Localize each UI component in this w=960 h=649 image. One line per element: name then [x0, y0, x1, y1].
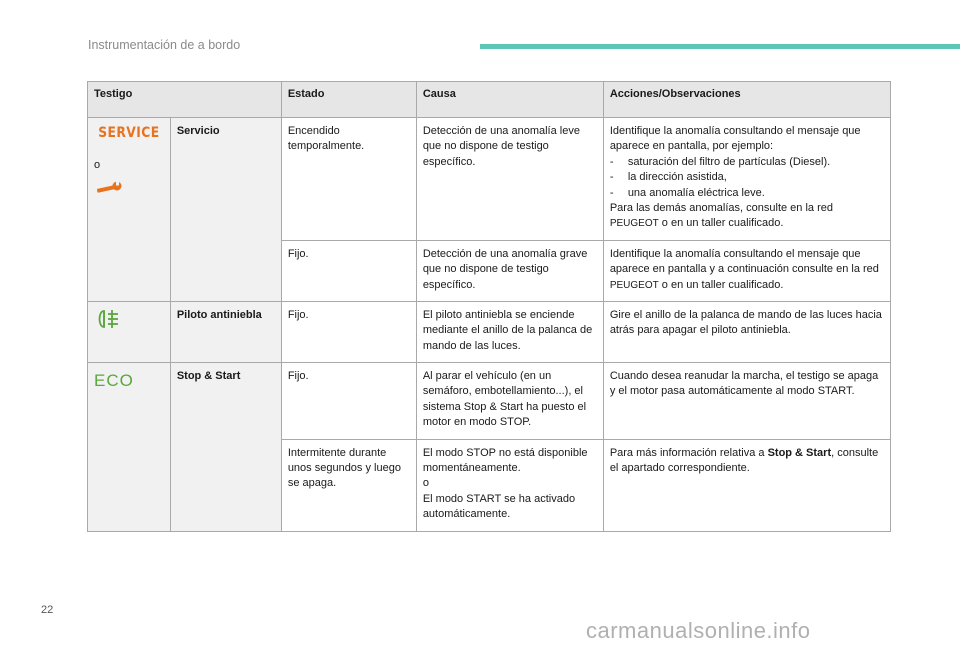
header-accent-bar — [480, 44, 960, 49]
wrench-icon — [94, 186, 124, 198]
table-row — [88, 118, 891, 241]
service-name: Servicio — [170, 118, 281, 302]
acciones-outro-b: o en un taller cualificado. — [661, 217, 784, 230]
page-number: 22 — [41, 604, 54, 616]
rear-fog-light-icon — [94, 321, 124, 333]
table-row — [88, 363, 891, 440]
causa-text-b: El modo START se ha activado automáticamente. — [422, 492, 576, 521]
service-icon-cell — [88, 118, 171, 302]
service-causa-2: Detección de una anomalía grave que no dispone de testigo específico. — [416, 240, 603, 301]
stopstart-causa-2 — [416, 439, 603, 531]
stopstart-causa-1: Al parar el vehículo (en un semáforo, embotellamiento...), el sistema Stop & Start ha puesto el motor en modo STOP. — [416, 363, 603, 440]
eco-icon: ECO — [94, 371, 134, 391]
col-header-causa: Causa — [416, 82, 603, 118]
warning-lights-table — [87, 81, 891, 532]
service-estado-2: Fijo. — [281, 240, 416, 301]
fog-estado: Fijo. — [281, 301, 416, 362]
section-title: Instrumentación de a bordo — [88, 38, 241, 52]
fog-icon-cell — [88, 301, 171, 362]
icon-or-text: o — [94, 158, 101, 171]
service-causa-1: Detección de una anomalía leve que no dispone de testigo específico. — [416, 118, 603, 241]
service-acciones-2 — [603, 240, 890, 301]
stopstart-estado-2: Intermitente durante unos segundos y luego se apaga. — [281, 439, 416, 531]
stopstart-name: Stop & Start — [170, 363, 281, 532]
col-header-estado: Estado — [281, 82, 416, 118]
stopstart-estado-1: Fijo. — [281, 363, 416, 440]
acciones-text-b: , consulte el apartado correspondiente. — [609, 446, 879, 475]
table-row — [88, 301, 891, 362]
col-header-acciones: Acciones/Observaciones — [603, 82, 890, 118]
fog-acciones: Gire el anillo de la palanca de mando de las luces hacia atrás para apagar el piloto antiniebla. — [603, 301, 890, 362]
eco-icon-cell — [88, 363, 171, 532]
acciones-strong: Stop & Start — [767, 446, 832, 459]
list-item: - saturación del filtro de partículas (Diesel). — [609, 155, 831, 168]
brand-name: PEUGEOT — [609, 218, 659, 230]
acciones-intro: Identifique la anomalía consultando el mensaje que aparece en pantalla, por ejemplo: — [609, 125, 861, 153]
table-header-row — [88, 82, 891, 118]
acciones-text-b: o en un taller cualificado. — [661, 278, 784, 291]
causa-text-a: El modo STOP no está disponible momentáneamente. — [422, 446, 588, 475]
service-warning-icon: SERVICE — [98, 125, 160, 141]
causa-or: o — [422, 477, 429, 490]
fog-causa: El piloto antiniebla se enciende mediante el anillo de la palanca de mando de las luces. — [416, 301, 603, 362]
service-acciones-1 — [603, 118, 890, 241]
acciones-outro: Para las demás anomalías, consulte en la red — [609, 201, 833, 214]
watermark: carmanualsonline.info — [586, 618, 811, 643]
stopstart-acciones-2 — [603, 439, 890, 531]
acciones-text: Identifique la anomalía consultando el mensaje que aparece en pantalla y a continuación consulte en la red — [609, 247, 879, 276]
list-item: - una anomalía eléctrica leve. — [609, 186, 765, 199]
stopstart-acciones-1: Cuando desea reanudar la marcha, el testigo se apaga y el motor pasa automáticamente al modo START. — [603, 363, 890, 440]
fog-name: Piloto antiniebla — [170, 301, 281, 362]
col-header-testigo: Testigo — [88, 82, 282, 118]
service-estado-1: Encendido temporalmente. — [281, 118, 416, 241]
acciones-text-a: Para más información relativa a — [609, 446, 765, 459]
brand-name: PEUGEOT — [609, 279, 659, 291]
list-item: - la dirección asistida, — [609, 171, 727, 184]
